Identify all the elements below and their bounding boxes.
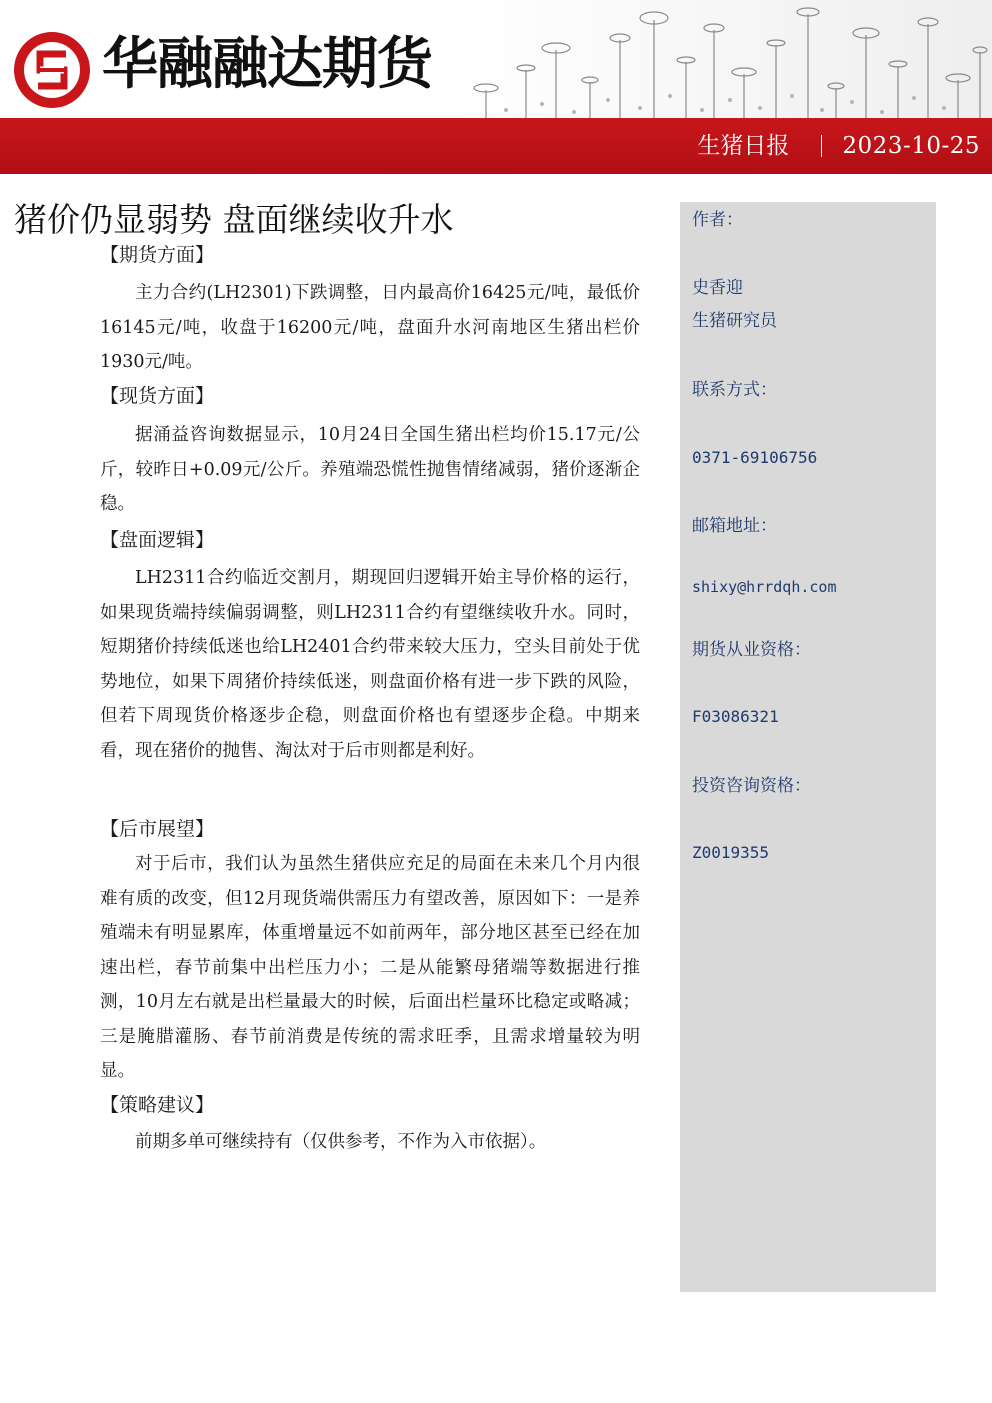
decorative-circles-graphic [458,0,992,118]
section-body-strategy: 前期多单可继续持有（仅供参考，不作为入市依据）。 [135,1132,547,1152]
section-heading-outlook: 【后市展望】 [100,818,215,840]
section-heading-strategy: 【策略建议】 [100,1094,215,1116]
section-body-outlook: 对于后市，我们认为虽然生猪供应充足的局面在未来几个月内很难有质的改变，但12月现货端供需压力有望改善，原因如下：一是养殖端未有明显累库，体重增量远不如前两年，部分地区甚至已经在加速出栏，春节前集中出栏压力小；二是从能繁母猪端等数据进行推测，10月左右就是出栏量最大的时候，后面出栏量环比稳定或略减；三是腌腊灌肠、春节前消费是传统的需求旺季，且需求增量较为明显。 [100,854,640,1081]
report-type: 生猪日报 [697,133,790,159]
report-title: 猪价仍显弱势 盘面继续收升水 [14,200,454,239]
advisory-cert-number: Z0019355 [692,843,770,862]
email-label: 邮箱地址： [692,516,777,536]
header-divider [821,135,822,157]
section-heading-futures: 【期货方面】 [100,244,215,266]
advisory-cert-label: 投资咨询资格： [692,776,811,796]
section-heading-spot: 【现货方面】 [100,385,215,407]
section-body-futures: 主力合约(LH2301)下跌调整，日内最高价16425元/吨，最低价16145元/吨，收盘于16200元/吨，盘面升水河南地区生猪出栏价1930元/吨。 [100,283,640,372]
futures-cert-label: 期货从业资格： [692,640,811,660]
author-label: 作者： [692,210,743,230]
section-body-spot: 据涌益咨询数据显示，10月24日全国生猪出栏均价15.17元/公斤，较昨日+0.09元/公斤。养殖端恐慌性抛售情绪减弱，猪价逐渐企稳。 [100,425,640,514]
phone-number: 0371-69106756 [692,448,818,467]
author-sidebar [680,202,936,1292]
report-header [0,0,992,174]
futures-cert-number: F03086321 [692,707,779,726]
report-date: 2023-10-25 [842,133,980,159]
author-name: 史香迎 [692,278,743,298]
section-heading-logic: 【盘面逻辑】 [100,529,215,551]
report-info-line [697,128,980,164]
brand-name: 华融融达期货 [102,32,432,97]
email-address: shixy@hrrdqh.com [692,578,837,596]
company-logo-icon [10,28,94,112]
section-body-logic: LH2311合约临近交割月，期现回归逻辑开始主导价格的运行，如果现货端持续偏弱调整，则LH2311合约有望继续收升水。同时，短期猪价持续低迷也给LH2401合约带来较大压力，空头目前处于优势地位，如果下周猪价持续低迷，则盘面价格有进一步下跌的风险，但若下周现货价格逐步企稳，则盘面价格也有望逐步企稳。中期来看，现在猪价的抛售、淘汰对于后市则都是利好。 [100,568,640,761]
author-role: 生猪研究员 [692,311,777,331]
contact-label: 联系方式： [692,380,777,400]
